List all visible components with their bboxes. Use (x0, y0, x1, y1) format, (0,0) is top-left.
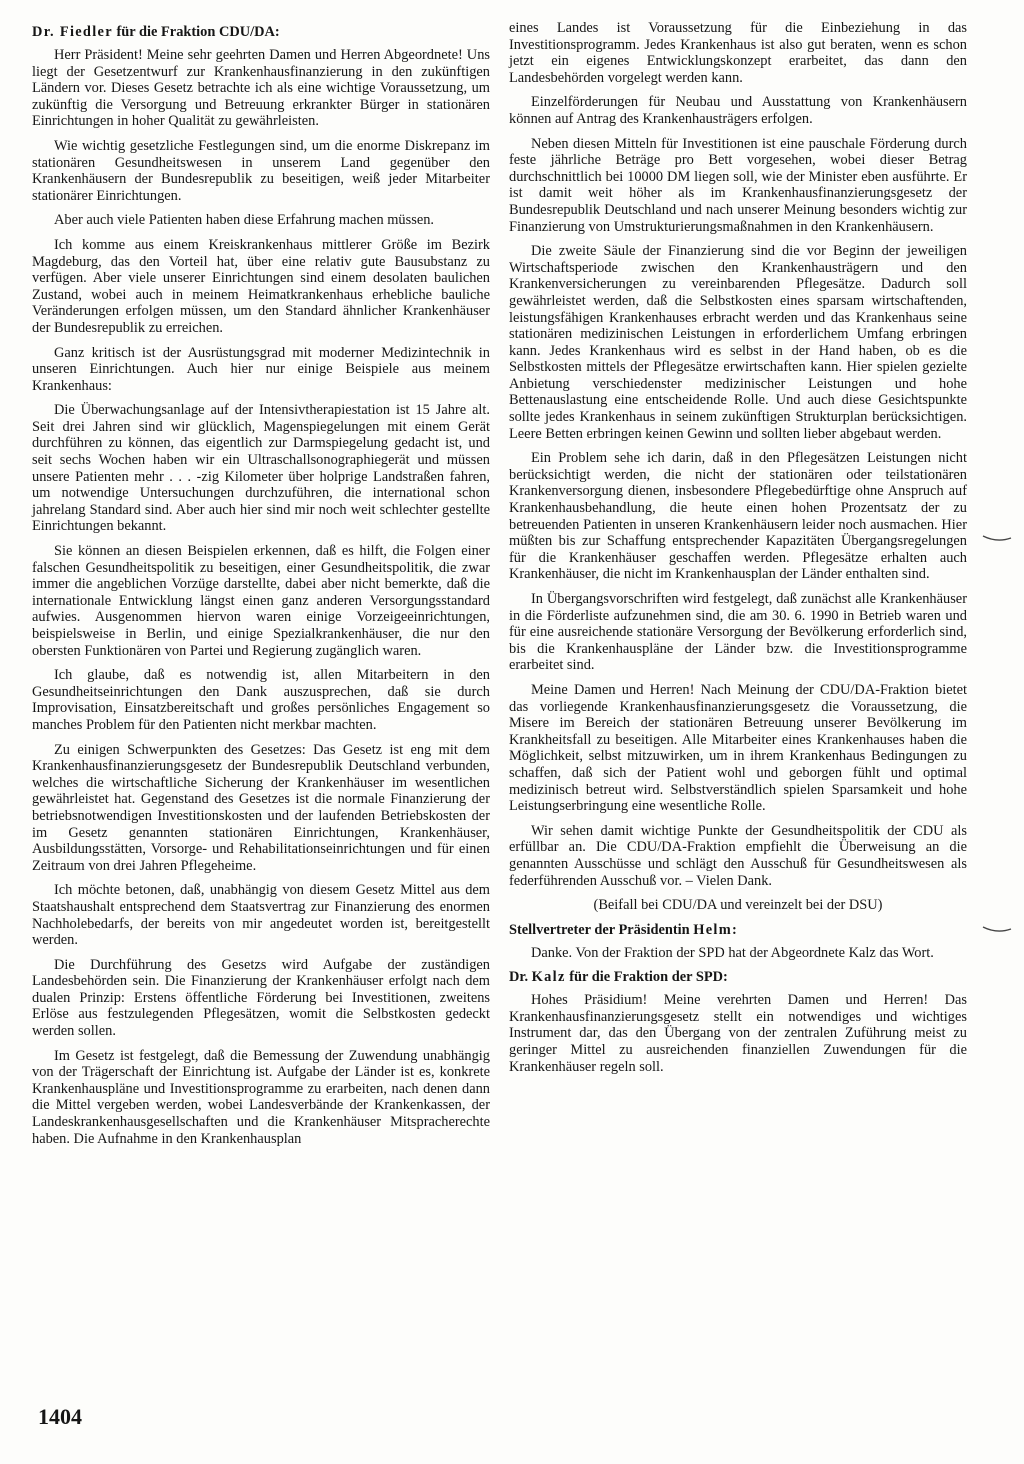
paragraph: Wir sehen damit wichtige Punkte der Gesundheitspolitik der CDU als erfüllbar an. Die CDU/DA-Fraktion empfiehlt die Überweisung an die genannten Ausschüsse und schlägt den Ausschuß für Gesundheitswesen als federführenden Ausschuß vor. – Vielen Dank. (509, 822, 967, 889)
speaker-name: Helm (693, 921, 733, 938)
speaker-heading-helm (509, 922, 967, 939)
speaker-role: Stellvertreter der Präsidentin (509, 921, 694, 938)
paragraph: Im Gesetz ist festgelegt, daß die Bemessung der Zuwendung unabhängig von der Trägerschaft der Einrichtung ist. Aufgabe der Länder ist es, konkrete Krankenhauspläne und Investitionsprogramme zu erarbeiten, nach denen dann die Mittel vergeben werden, wobei Landesverbände der Krankenkassen, der Landeskrankenhausgesellschaften und die Krankenhäuser Mitspracherechte haben. Die Aufnahme in den Krankenhausplan (32, 1047, 490, 1147)
paragraph: Ich möchte betonen, daß, unabhängig von diesem Gesetz Mittel aus dem Staatshaushalt entsprechend dem Staatsvertrag zur Finanzierung des enormen Nachholebedarfs, der bereits von mir angedeutet worden ist, bereitgestellt werden. (32, 882, 490, 949)
speaker-name: Dr. Fiedler (32, 24, 113, 40)
applause-note: (Beifall bei CDU/DA und vereinzelt bei der DSU) (593, 897, 883, 914)
paragraph: Meine Damen und Herren! Nach Meinung der CDU/DA-Fraktion bietet das vorliegende Krankenhausfinanzierungsgesetz die Voraussetzung, die Misere im Bereich der stationären Betreuung unserer Bevölkerung im Krankheitsfall zu beseitigen. Alle Mitarbeiter eines Krankenhauses haben die Möglichkeit, selbst mitzuwirken, um in ihrem Krankenhaus Bedingungen zu schaffen, daß sich der Patient wohl und geborgen fühlt und optimal medizinisch betreut wird. Selbstverständlich spielen Sparsamkeit und hohe Leistungserbringung eine wesentliche Rolle. (509, 681, 967, 815)
left-column (32, 20, 490, 1155)
margin-mark (982, 925, 1012, 935)
paragraph: Die Durchführung des Gesetzs wird Aufgabe der zuständigen Landesbehörden sein. Die Finanzierung der Krankenhäuser erfolgt nach dem dualen Prinzip: Erstens öffentliche Förderung bei Investitionen, zweitens Erlöse aus festzulegenden Pflegesätzen, womit die Selbstkosten gedeckt werden sollen. (32, 956, 490, 1040)
paragraph: Aber auch viele Patienten haben diese Erfahrung machen müssen. (54, 212, 435, 229)
speaker-name: Kalz (531, 969, 566, 986)
paragraph: Zu einigen Schwerpunkten des Gesetzes: Das Gesetz ist eng mit dem Krankenhausfinanzierungsgesetz der Bundesrepublik Deutschland verbunden, welches die wirtschaftliche Sicherung der Krankenhäuser im wesentlichen gewährleistet hat. Gegenstand des Gesetzes ist die normale Finanzierung der betriebsnotwendigen Investitionskosten und der laufenden Betriebskosten der im Gesetz genannten stationären Einrichtungen, Krankenhäuser, Ausbildungsstätten, Vorsorge- und Rehabilitationseinrichtungen und für einen Zeitraum von drei Jahren Pflegeheime. (32, 741, 490, 874)
speaker-heading-fiedler (32, 24, 490, 41)
paragraph: Ganz kritisch ist der Ausrüstungsgrad mit moderner Medizintechnik in unseren Einrichtungen. Auch hier nur einige Beispiele aus meinem Krankenhaus: (32, 344, 490, 394)
paragraph: Die zweite Säule der Finanzierung sind die vor Beginn der jeweiligen Wirtschaftsperiode zwischen den Krankenhausträgern und den Krankenversicherungen zu vereinbarenden Pflegesätze. Dadurch soll gewährleistet werden, daß die Selbstkosten eines sparsam wirtschaftenden, leistungsfähigen Krankenhauses erbracht werden und das Krankenhaus seine stationären medizinischen Leistungen in erforderlichem Umfang erbringen kann. Jedes Krankenhaus wird es selbst in der Hand haben, ob es die Selbstkosten mittels der Pflegesätze erwirtschaften kann. Hier spielen gezielte Anbietung verschiedenster medizinischer Leistungen und hohe Bettenauslastung eine entscheidende Rolle. Und auch diese Gesichtspunkte sollte jedes Krankenhaus in seinem zukünftigen Strukturplan berücksichtigen. Leere Betten erbringen keinen Gewinn und sollten lieber abgebaut werden. (509, 243, 967, 442)
page-number: 1404 (38, 1404, 82, 1429)
paragraph: Sie können an diesen Beispielen erkennen, daß es hilft, die Folgen einer falschen Gesundheitspolitik zu beseitigen, einer Gesundheitspolitik, die zwar immer die angeblichen Vorzüge darstellte, dabei aber nicht bemerkte, daß die internationale Entwicklung längst einen ganz anderen Versorgungsstandard aufwies. Ausgenommen hiervon waren einige Vorzeigeeinrichtungen, beispielsweise in Berlin, und einige Spezialkrankenhäuser, die nur den obersten Funktionären von Partei und Regierung zugänglich waren. (32, 543, 490, 659)
paragraph: Herr Präsident! Meine sehr geehrten Damen und Herren Abgeordnete! Uns liegt der Gesetzentwurf zur Krankenhausfinanzierung in den zukünftigen Ländern vor. Dieses Gesetz betrachte ich als eine wichtige Voraussetzung, um zukünftig die Versorgung und Betreuung erkrankter Bürger in stationären Einrichtungen in hoher Qualität zu gewährleisten. (32, 47, 490, 130)
heading-colon: : (732, 921, 737, 938)
paragraph: Ich komme aus einem Kreiskrankenhaus mittlerer Größe im Bezirk Magdeburg, das den Vorteil hat, über eine relativ gute Bausubstanz zu verfügen. Aber viele unserer Einrichtungen sind einem desolaten baulichen Zustand, wobei auch in meinem Heimatkrankenhaus erhebliche bauliche Veränderungen erfolgen müssen, um den Standard ähnlicher Krankenhäuser der Bundesrepublik zu erreichen. (32, 236, 490, 336)
paragraph: eines Landes ist Voraussetzung für die Einbeziehung in das Investitionsprogramm. Jedes Krankenhaus ist also gut beraten, wenn es schon jetzt ein eigenes Entwicklungskonzept erarbeitet, das dann den Landesbehörden vorgelegt werden kann. (509, 20, 967, 86)
right-column (509, 20, 967, 1083)
paragraph: Danke. Von der Fraktion der SPD hat der Abgeordnete Kalz das Wort. (531, 944, 934, 961)
paragraph: In Übergangsvorschriften wird festgelegt, daß zunächst alle Krankenhäuser in die Förderliste aufzunehmen sind, die am 30. 6. 1990 in Betrieb waren und für eine ausreichende stationäre Versorgung der Bevölkerung erforderlich sind, bis die Krankenhauspläne der Länder bzw. die Investitionsprogramme erarbeitet sind. (509, 591, 967, 674)
speaker-role: für die Fraktion CDU/DA: (112, 24, 280, 40)
speaker-heading-kalz (509, 969, 967, 986)
paragraph: Wie wichtig gesetzliche Festlegungen sind, um die enorme Diskrepanz im stationären Gesundheitswesen in unserem Land gegenüber den Krankenhäusern der Bundesrepublik zu beseitigen, weiß jeder Mitarbeiter stationärer Einrichtungen. (32, 137, 490, 204)
paragraph: Ich glaube, daß es notwendig ist, allen Mitarbeitern in den Gesundheitseinrichtungen den Dank auszusprechen, daß sie durch Improvisation, Einsatzbereitschaft und großes persönliches Engagement so manches Problem für den Patienten nicht merkbar machten. (32, 667, 490, 733)
paragraph: Neben diesen Mitteln für Investitionen ist eine pauschale Förderung durch feste jährliche Beträge pro Bett vorgesehen, wobei dieser Betrag durchschnittlich bei 10000 DM liegen soll, wie der Minister eben ausführte. Er ist damit weit höher als im Krankenhausfinanzierungsgesetz der Bundesrepublik Deutschland und nach unserer Meinung besonders wichtig zur Finanzierung von Umstrukturierungsmaßnahmen in den Krankenhäusern. (509, 135, 967, 235)
speaker-role: für die Fraktion der SPD: (565, 969, 728, 986)
paragraph: Die Überwachungsanlage auf der Intensivtherapiestation ist 15 Jahre alt. Seit drei Jahren sind wir glücklich, Magenspiegelungen mit einem Gerät durchführen zu können, das eigentlich zur Darmspiegelung gedacht ist, und seit sechs Wochen haben wir ein Ultraschallsonographiegerät und müssen unsere Patienten mehr . . . -zig Kilometer über holprige Landstraßen fahren, um notwendige Untersuchungen durchzuführen, die international schon jahrelang Standard sind. Aber auch hier sind mir noch weit schlechter gestellte Einrichtungen bekannt. (32, 402, 490, 535)
speaker-title: Dr. (509, 969, 532, 986)
paragraph: Einzelförderungen für Neubau und Ausstattung von Krankenhäusern können auf Antrag des Krankenhausträgers erfolgen. (509, 94, 967, 127)
paragraph: Ein Problem sehe ich darin, daß in den Pflegesätzen Leistungen nicht berücksichtigt werden, die nicht der stationären oder teilstationären Krankenversorgung dienen, insbesondere Pflegebedürftige ohne Anspruch auf Krankenhausbehandlung, die heute einen hohen Prozentsatz der zu betreuenden Patienten in unseren Krankenhäusern leider noch ausmachen. Hier müßten bis zur Schaffung entsprechender Kapazitäten Übergangsregelungen für die Krankenhäuser geschaffen werden. Pflegesätze erhalten auch Krankenhäuser, die nicht im Krankenhausplan der Länder enthalten sind. (509, 450, 967, 583)
paragraph: Hohes Präsidium! Meine verehrten Damen und Herren! Das Krankenhausfinanzierungsgesetz stellt ein notwendiges und wichtiges Instrument dar, das den Übergang von der zentralen Zuführung meist zu geringer Mittel zu ausreichenden finanziellen Zuwendungen für die Krankenhäuser regeln soll. (509, 992, 967, 1075)
margin-mark (982, 534, 1012, 544)
